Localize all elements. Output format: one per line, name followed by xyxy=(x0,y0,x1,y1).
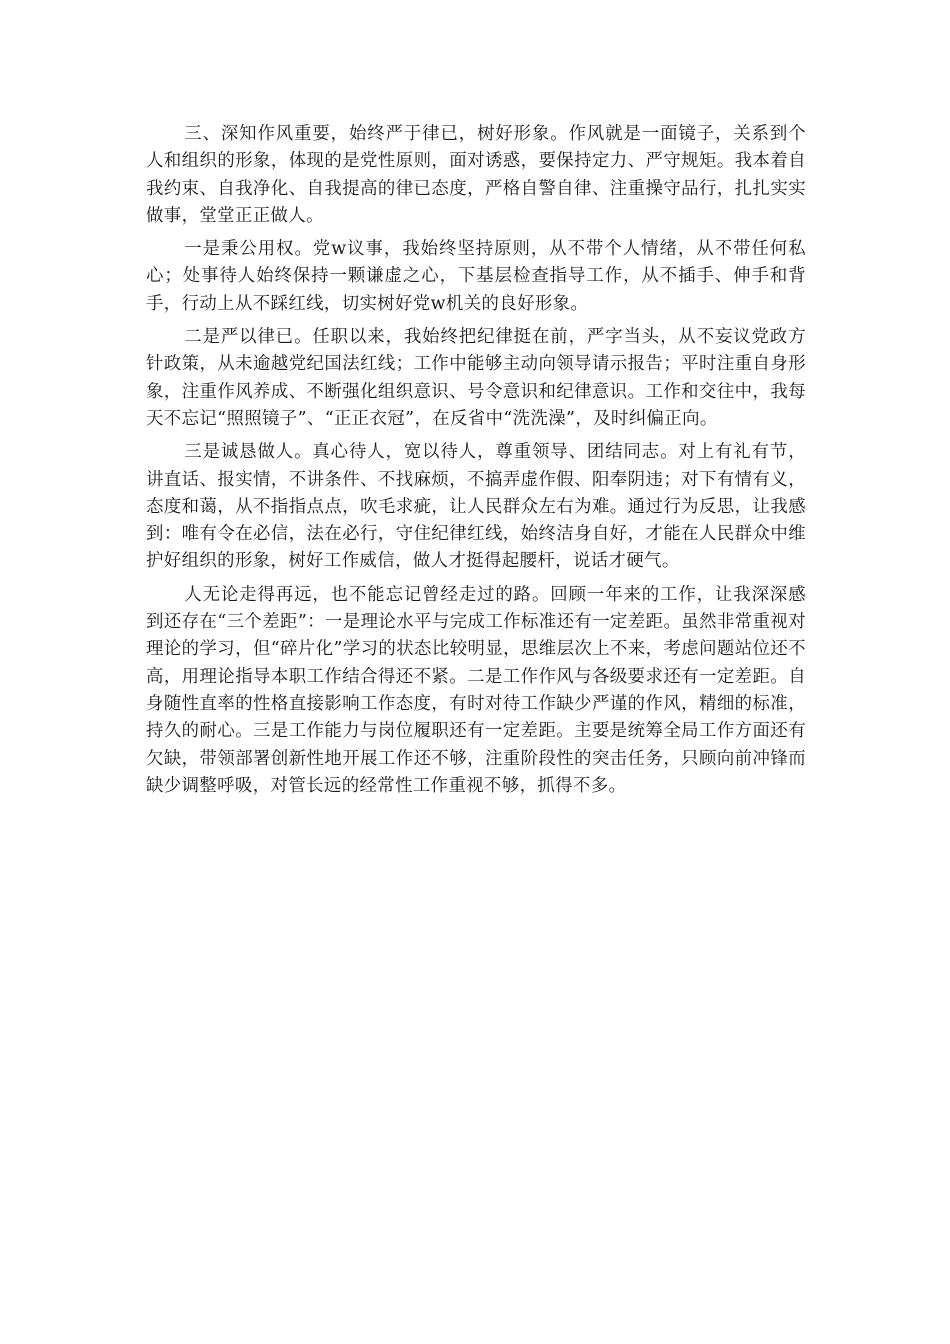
document-body xyxy=(146,121,806,806)
paragraph-three-gaps: 人无论走得再远，也不能忘记曾经走过的路。回顾一年来的工作，让我深深感到还存在“三个差距”：一是理论水平与完成工作标准还有一定差距。虽然非常重视对理论的学习，但“碎片化”学习的状态比较明显，思维层次上不来，考虑问题站位还不高，用理论指导本职工作结合得还不紧。二是工作作风与各级要求还有一定差距。自身随性直率的性格直接影响工作态度，有时对待工作缺少严谨的作风，精细的标准，持久的耐心。三是工作能力与岗位履职还有一定差距。主要是统筹全局工作方面还有欠缺，带领部署创新性地开展工作还不够，注重阶段性的突击任务，只顾向前冲锋而缺少调整呼吸，对管长远的经常性工作重视不够，抓得不多。 xyxy=(146,584,806,796)
paragraph-self-discipline: 二是严以律已。任职以来，我始终把纪律挺在前，严字当头，从不妄议党政方针政策，从未逾越党纪国法红线；工作中能够主动向领导请示报告；平时注重自身形象，注重作风养成、不断强化组织意识、号令意识和纪律意识。工作和交往中，我每天不忘记“照照镜子”、“正正衣冠”，在反省中“洗洗澡”，及时纠偏正向。 xyxy=(146,327,806,429)
paragraph-sincere-conduct: 三是诚恳做人。真心待人，宽以待人，尊重领导、团结同志。对上有礼有节，讲直话、报实情，不讲条件、不找麻烦，不搞弄虚作假、阳奉阴违；对下有情有义，态度和蔼，从不指指点点，吹毛求疵，让人民群众左右为难。通过行为反思，让我感到：唯有令在必信，法在必行，守住纪律红线，始终洁身自好，才能在人民群众中维护好组织的形象，树好工作威信，做人才挺得起腰杆，说话才硬气。 xyxy=(146,442,806,572)
paragraph-impartial-power: 一是秉公用权。党w议事，我始终坚持原则，从不带个人情绪，从不带任何私心；处事待人始终保持一颗谦虚之心，下基层检查指导工作，从不插手、伸手和背手，行动上从不踩红线，切实树好党w机关的良好形象。 xyxy=(146,239,806,314)
paragraph-conduct-intro: 三、深知作风重要，始终严于律已，树好形象。作风就是一面镜子，关系到个人和组织的形象，体现的是党性原则，面对诱惑，要保持定力、严守规矩。我本着自我约束、自我净化、自我提高的律已态度，严格自警自律、注重操守品行，扎扎实实做事，堂堂正正做人。 xyxy=(146,124,806,226)
